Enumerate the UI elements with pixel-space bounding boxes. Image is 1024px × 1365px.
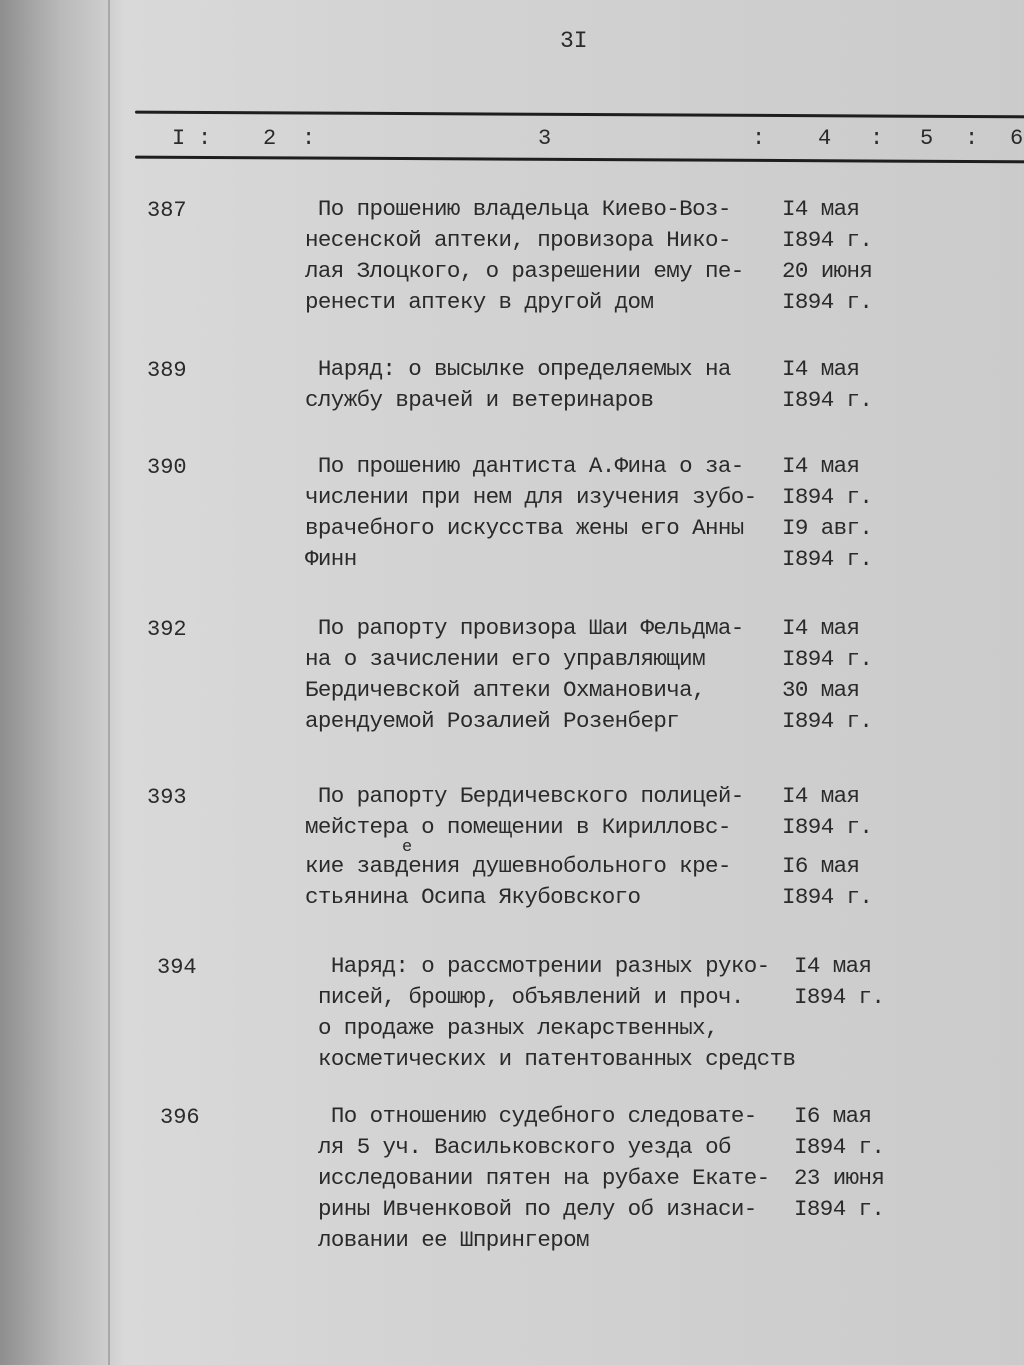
entry-number: 389 [147,358,187,383]
col-6: 6 [1010,126,1024,151]
entry-dates [782,354,872,416]
description-line: Наряд: о рассмотрении разных руко- [318,953,770,979]
date-line: I4 мая [782,196,860,222]
description-line: По рапорту Бердичевского полицей- [305,783,744,809]
col-2: 2 [263,126,277,151]
entry-description [318,951,795,1075]
description-line: По рапорту провизора Шаи Фельдма- [305,615,744,641]
entry-dates [794,951,884,1013]
entry-description [305,354,731,416]
entry-number: 392 [147,617,187,642]
description-line: арендуемой Розалией Розенберг [305,708,680,734]
entry-number: 390 [147,455,187,480]
date-line: I894 г. [782,289,873,315]
date-line: I894 г. [782,814,873,840]
description-line: По прошению дантиста А.Фина о за- [305,453,744,479]
description-line: мейстера о помещении в Кирилловс- [305,814,731,840]
entry-number: 394 [157,955,197,980]
date-line: I894 г. [794,1134,885,1160]
date-line: I4 мая [782,615,860,641]
entry-description [305,781,744,913]
sep: : [965,126,979,151]
description-line: Наряд: о высылке определяемых на [305,356,731,382]
header-bottom-rule [135,156,1024,164]
description-line: По отношению судебного следовате- [318,1103,757,1129]
date-line: I894 г. [782,646,873,672]
description-line: врачебного искусства жены его Анны [305,515,744,541]
description-line: По прошению владельца Киево-Воз- [305,196,731,222]
date-line: I894 г. [782,227,873,253]
description-line: несенской аптеки, провизора Нико- [305,227,731,253]
date-line: I4 мая [782,356,860,382]
description-line: службу врачей и ветеринаров [305,387,654,413]
description-line: о продаже разных лекарственных, [318,1015,718,1041]
description-line: писей, брошюр, объявлений и проч. [318,984,744,1010]
description-line: ренести аптеку в другой дом [305,289,654,315]
description-line: Финн [305,546,357,572]
handwritten-insert: е [402,838,413,857]
date-line: I894 г. [782,884,873,910]
description-line: косметических и патентованных средств [318,1046,796,1072]
page-fold [108,0,110,1365]
entry-dates [782,613,872,737]
entry-dates [782,451,872,575]
col-4: 4 [818,126,832,151]
entry-dates [782,781,872,913]
entry-dates [794,1101,884,1225]
entry-dates [782,194,872,318]
sep: : [752,126,766,151]
entry-number: 393 [147,785,187,810]
col-5: 5 [920,126,934,151]
date-line: I4 мая [794,953,872,979]
date-line: 30 мая [782,677,860,703]
description-line: на о зачислении его управляющим [305,646,705,672]
date-line: 23 июня [794,1165,885,1191]
date-line: I894 г. [782,484,873,510]
sep: : [302,126,316,151]
date-line: I6 мая [782,853,860,879]
entry-description [305,194,744,318]
date-line: I894 г. [794,984,885,1010]
description-line: числении при нем для изучения зубо- [305,484,757,510]
date-line: I4 мая [782,453,860,479]
description-line: стьянина Осипа Якубовского [305,884,641,910]
date-line: I894 г. [782,387,873,413]
date-line: I4 мая [782,783,860,809]
sep: : [870,126,884,151]
description-line: рины Ивченковой по делу об изнаси- [318,1196,757,1222]
page-number: 3I [560,28,588,54]
description-line: ловании ее Шпрингером [318,1227,589,1253]
date-line: I894 г. [794,1196,885,1222]
description-line: Бердичевской аптеки Охмановича, [305,677,705,703]
description-line: ля 5 уч. Васильковского уезда об [318,1134,731,1160]
date-line: 20 июня [782,258,873,284]
entry-description [305,451,757,575]
entry-number: 396 [160,1105,200,1130]
date-line: I894 г. [782,546,873,572]
date-line: I6 мая [794,1103,872,1129]
description-line: кие завдения душевнобольного кре- [305,853,731,879]
header-top-rule [135,111,1024,119]
sep: : [198,126,212,151]
column-header [160,126,1024,156]
entry-number: 387 [147,198,187,223]
description-line: исследовании пятен на рубахе Екате- [318,1165,770,1191]
col-1: I [172,126,186,151]
entry-description [305,613,744,737]
entry-description [318,1101,770,1256]
date-line: I9 авг. [782,515,873,541]
col-3: 3 [538,126,552,151]
description-line: лая Злоцкого, о разрешении ему пе- [305,258,744,284]
date-line: I894 г. [782,708,873,734]
